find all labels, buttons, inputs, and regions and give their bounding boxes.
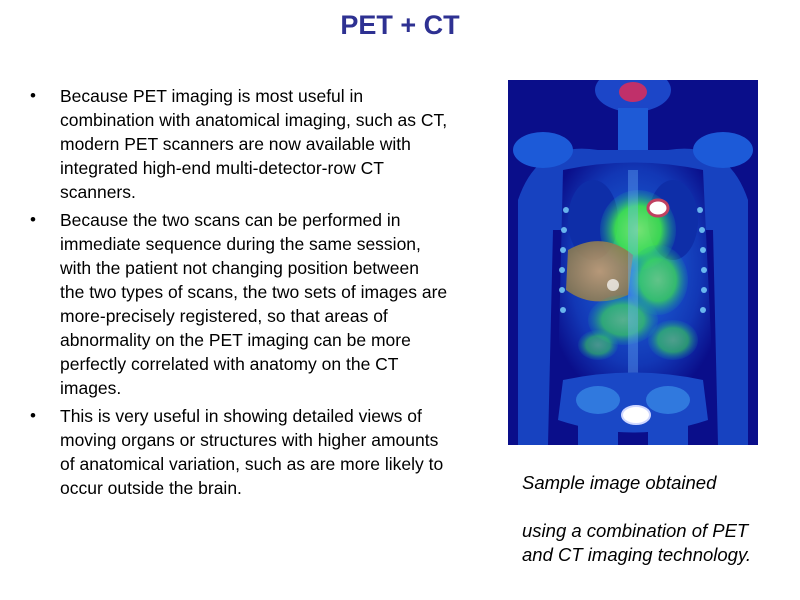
pet-ct-scan-image [508,80,758,445]
pet-ct-scan-illustration [508,80,758,445]
bullet-glyph: • [30,210,36,229]
caption-line-1: Sample image obtained [522,472,717,493]
bullet-item [28,208,448,400]
bullet-glyph: • [30,86,36,105]
bullet-text: Because the two scans can be performed in immediate sequence during the same session, with the patient not changing position between the two types of scans, the two sets of images are more-precisely registered, so that areas of abnormality on the PET imaging can be more perfectly correlated with anatomy on the CT images. [60,210,448,398]
bullet-list [28,84,448,504]
image-caption [522,471,762,567]
bullet-text: Because PET imaging is most useful in combination with anatomical imaging, such as CT, modern PET scanners are now available with integrated high-end multi-detector-row CT scanners. [60,86,448,202]
bullet-item [28,404,448,500]
bullet-item [28,84,448,204]
bullet-text: This is very useful in showing detailed views of moving organs or structures with higher amounts of anatomical variation, such as are more likely to occur outside the brain. [60,406,444,498]
bullet-glyph: • [30,406,36,425]
slide-title: PET + CT [340,10,460,40]
caption-line-2: using a combination of PET and CT imaging technology. [522,520,751,565]
